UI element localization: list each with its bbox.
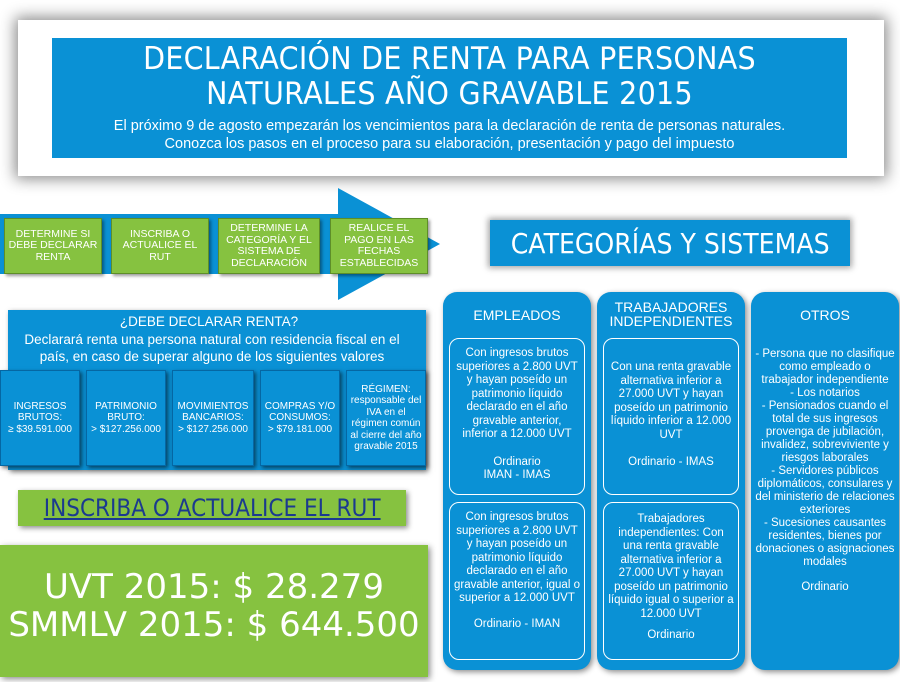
threshold-ingresos (0, 370, 80, 466)
box-text: Con ingresos brutos superiores a 2.800 UVT y hayan poseído un patrimonio líquido declarado en el año gravable anterior, inferior a 12.000 UVT (456, 347, 578, 440)
otros-item: - Servidores públicos diplomáticos, consulares y del ministerio de relaciones exteriores (755, 465, 895, 516)
empleados-box-1 (449, 338, 585, 495)
subtitle-line-1: El próximo 9 de agosto empezarán los vencimientos para la declaración de renta de personas naturales. (113, 118, 786, 134)
threshold-movimientos (172, 370, 254, 466)
threshold-value: > $127.256.000 (91, 423, 161, 435)
threshold-regimen (346, 370, 426, 466)
declare-question: ¿DEBE DECLARAR RENTA? (119, 314, 299, 329)
box-system: Ordinario - IMAN (473, 617, 561, 630)
threshold-value: > $127.256.000 (178, 423, 248, 435)
threshold-label: INGRESOS BRUTOS: (13, 400, 67, 424)
box-text: Trabajadores independientes: Con una renta gravable alternativa inferior a 27.000 UVT y hayan poseído un patrimonio líquido igual o superior a 12.000 UVT (608, 513, 734, 620)
box-text: Con una renta gravable alternativa inferior a 27.000 UVT y hayan poseído un patrimonio líquido inferior a 12.000 UVT (610, 361, 732, 441)
declare-text: Declarará renta una persona natural con residencia fiscal en el país, en caso de superar alguno de los siguientes valores (24, 332, 400, 364)
empleados-box-2 (449, 502, 585, 660)
box-system: IMAN - IMAS (483, 469, 551, 481)
threshold-label: PATRIMONIO BRUTO: (95, 400, 157, 424)
header-banner (52, 38, 847, 158)
box-system: Ordinario (647, 629, 695, 641)
threshold-value: > $79.181.000 (267, 423, 333, 435)
box-text: Con ingresos brutos superiores a 2.800 UVT y hayan poseído un patrimonio líquido declarado en el año gravable anterior, igual o superior a 12.000 UVT (454, 511, 580, 604)
step-payment: REALICE EL PAGO EN LAS FECHAS ESTABLECIDAS (330, 218, 428, 274)
rut-link[interactable]: INSCRIBA O ACTUALICE EL RUT (43, 494, 381, 522)
page-subtitle (58, 117, 841, 153)
categories-banner (490, 220, 850, 266)
threshold-label: COMPRAS Y/O CONSUMOS: (264, 400, 336, 424)
box-system: Ordinario - IMAS (628, 456, 714, 468)
column-title-empleados: EMPLEADOS (473, 307, 561, 323)
otros-list (755, 348, 895, 594)
threshold-patrimonio (86, 370, 166, 466)
independientes-box-2 (603, 502, 739, 660)
threshold-value: ≥ $39.591.000 (8, 423, 72, 435)
otros-item: - Persona que no clasifique como empleado o trabajador independiente (755, 348, 895, 386)
otros-system: Ordinario (801, 581, 849, 593)
column-title-independientes: TRABAJADORES INDEPENDIENTES (609, 299, 733, 329)
box-system: Ordinario (493, 455, 541, 468)
threshold-label: MOVIMIENTOS BANCARIOS: (177, 400, 249, 424)
otros-item: - Pensionados cuando el total de sus ingresos provenga de jubilación, invalidez, sobreviviente y riesgos laborales (761, 400, 889, 464)
otros-item: - Sucesiones causantes residentes, bienes por donaciones o asignaciones modales (755, 517, 895, 568)
otros-item: - Los notarios (790, 387, 860, 399)
threshold-compras (260, 370, 340, 466)
smmlv-value: SMMLV 2015: $ 644.500 (8, 605, 420, 645)
categories-title: CATEGORÍAS Y SISTEMAS (510, 226, 830, 260)
threshold-value: responsable del IVA en el régimen común al cierre del año gravable 2015 (350, 395, 422, 452)
step-determine-declare: DETERMINE SI DEBE DECLARAR RENTA (4, 218, 102, 274)
step-category: DETERMINE LA CATEGORÍA Y EL SISTEMA DE DECLARACIÓN (218, 218, 320, 274)
threshold-label: RÉGIMEN: (361, 383, 411, 395)
rut-banner (18, 490, 406, 526)
subtitle-line-2: Conozca los pasos en el proceso para su elaboración, presentación y pago del impuesto (164, 136, 735, 152)
independientes-box-1 (603, 338, 739, 495)
uvt-value: UVT 2015: $ 28.279 (44, 567, 384, 607)
page-title: DECLARACIÓN DE RENTA PARA PERSONAS NATURALES AÑO GRAVABLE 2015 (143, 41, 756, 112)
column-title-otros: OTROS (800, 307, 850, 323)
step-rut: INSCRIBA O ACTUALICE EL RUT (111, 218, 209, 274)
